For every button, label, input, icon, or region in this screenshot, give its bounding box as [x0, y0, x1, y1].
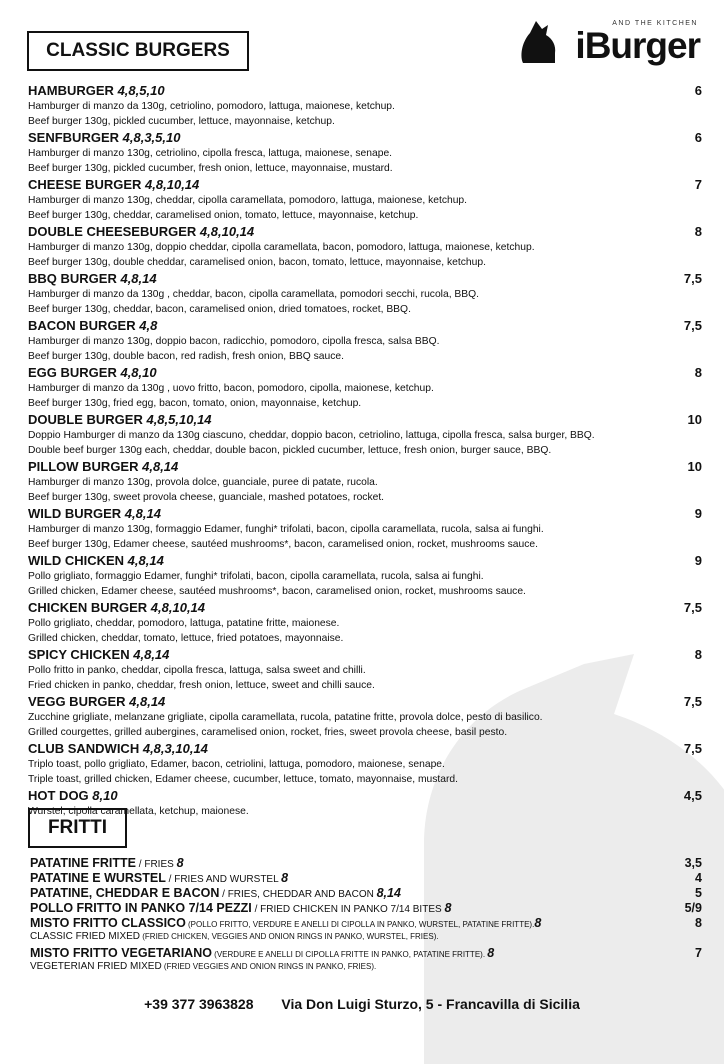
menu-item-allergens: 4,8,3,5,10: [122, 130, 181, 145]
menu-item-price: 10: [687, 459, 702, 474]
burger-logo-icon: [520, 19, 556, 65]
fritti-item-allergens: 8: [176, 856, 184, 870]
menu-item-header: [28, 600, 702, 616]
menu-item: [28, 506, 702, 552]
menu-item-name: SPICY CHICKEN 4,8,14: [28, 647, 170, 662]
menu-item-allergens: 4,8,14: [129, 694, 166, 709]
menu-item-name: PILLOW BURGER 4,8,14: [28, 459, 179, 474]
section-title-classic-burgers: [27, 31, 249, 71]
menu-item-price: 8: [694, 647, 702, 662]
menu-item-allergens: 4,8,10: [120, 365, 157, 380]
menu-item: [28, 83, 702, 129]
menu-item-price: 4,5: [683, 788, 702, 803]
menu-item: [28, 741, 702, 787]
menu-item-name: BBQ BURGER 4,8,14: [28, 271, 157, 286]
menu-item-allergens: 4,8: [139, 318, 158, 333]
menu-item: [28, 459, 702, 505]
menu-item-header: [28, 177, 702, 193]
menu-item-name: HOT DOG 8,10: [28, 788, 118, 803]
menu-item-desc-it: Hamburger di manzo da 130g, cetriolino, pomodoro, lattuga, maionese, ketchup.: [28, 101, 395, 112]
fritti-item-contents: (VERDURE E ANELLI DI CIPOLLA FRITTE IN PANKO, PATATINE FRITTE).: [211, 950, 488, 959]
menu-item-allergens: 4,8,10,14: [150, 600, 206, 615]
fritti-title-text: FRITTI: [47, 817, 108, 838]
menu-item-name: CHEESE BURGER 4,8,10,14: [28, 177, 200, 192]
menu-item: [28, 600, 702, 646]
menu-item-desc-en: Fried chicken in panko, cheddar, fresh onion, lettuce, sweet and chilli sauce.: [28, 680, 375, 691]
menu-item-desc-en: Beef burger 130g, fried egg, bacon, tomato, onion, mayonnaise, ketchup.: [28, 398, 362, 409]
menu-item-desc-it: Hamburger di manzo 130g, doppio bacon, radicchio, pomodoro, cipolla fresca, salsa BBQ.: [28, 336, 440, 347]
menu-item-desc-it: Zucchine grigliate, melanzane grigliate, cipolla caramellata, rucola, patatine fritte, provola dolce, pesto di basilico.: [28, 712, 543, 723]
menu-item-price: 10: [687, 412, 702, 427]
fritti-item-contents: (POLLO FRITTO, VERDURE E ANELLI DI CIPOLLA IN PANKO, WURSTEL, PATATINE FRITTE).: [185, 920, 535, 929]
fritti-item-price: 5/9: [684, 901, 702, 915]
menu-item: [28, 553, 702, 599]
menu-item-desc-en: Beef burger 130g, double bacon, red radish, fresh onion, BBQ sauce.: [28, 351, 344, 362]
burger-menu-list: [28, 83, 702, 820]
menu-item-price: 9: [694, 553, 702, 568]
menu-item-price: 7,5: [683, 741, 702, 756]
menu-item: [28, 694, 702, 740]
menu-item-header: [28, 647, 702, 663]
menu-item-name: CLUB SANDWICH 4,8,3,10,14: [28, 741, 208, 756]
menu-item-name: WILD BURGER 4,8,14: [28, 506, 161, 521]
footer-address: Via Don Luigi Sturzo, 5 - Francavilla di Sicilia: [281, 996, 580, 1012]
menu-item-allergens: 4,8,10,14: [145, 177, 200, 192]
menu-item-desc-it: Pollo grigliato, formaggio Edamer, funghi* trifolati, bacon, cipolla caramellata, rucola, salsa ai funghi.: [28, 571, 484, 582]
fritti-item-name: PATATINE, CHEDDAR E BACON / FRIES, CHEDDAR AND BACON 8,14: [30, 886, 401, 900]
menu-item-name: BACON BURGER 4,8: [28, 318, 158, 333]
menu-item: [28, 647, 702, 693]
menu-item-name: SENFBURGER 4,8,3,5,10: [28, 130, 181, 145]
fritti-item-english: / FRIED CHICKEN IN PANKO 7/14 BITES: [251, 904, 445, 915]
fritti-item: [30, 856, 702, 871]
menu-item: [28, 177, 702, 223]
menu-item-header: [28, 83, 702, 99]
fritti-item-price: 3,5: [684, 856, 702, 870]
menu-item-price: 7: [694, 177, 702, 192]
fritti-item-price: 7: [695, 946, 702, 960]
fritti-item-allergens: 8,14: [376, 886, 401, 900]
menu-item-desc-en: Grilled chicken, Edamer cheese, sautéed mushrooms*, bacon, caramelised onion, rocket, mushrooms sauce.: [28, 586, 526, 597]
menu-item-header: [28, 224, 702, 240]
fritti-item-name: POLLO FRITTO IN PANKO 7/14 PEZZI / FRIED CHICKEN IN PANKO 7/14 BITES 8: [30, 901, 452, 915]
fritti-item-name: MISTO FRITTO CLASSICO (POLLO FRITTO, VERDURE E ANELLI DI CIPOLLA IN PANKO, WURSTEL, PATATINE FRITTE).8: [30, 916, 542, 930]
menu-item: [28, 130, 702, 176]
menu-item-price: 7,5: [683, 318, 702, 333]
fritti-item-allergens: 8: [444, 901, 452, 915]
fritti-item-name: MISTO FRITTO VEGETARIANO (VERDURE E ANELLI DI CIPOLLA FRITTE IN PANKO, PATATINE FRITTE). 8: [30, 946, 495, 960]
menu-item: [28, 224, 702, 270]
menu-item-desc-it: Hamburger di manzo 130g, doppio cheddar, cipolla caramellata, bacon, pomodoro, lattuga, maionese, ketchup.: [28, 242, 535, 253]
menu-item-desc-en: Beef burger 130g, cheddar, caramelised onion, tomato, lettuce, mayonnaise, ketchup.: [28, 210, 419, 221]
menu-item-name: DOUBLE CHEESEBURGER 4,8,10,14: [28, 224, 255, 239]
menu-item-allergens: 4,8,3,10,14: [142, 741, 208, 756]
menu-item-desc-en: Double beef burger 130g each, cheddar, double bacon, pickled cucumber, lettuce, fresh onion, burger sauce, BBQ.: [28, 445, 552, 456]
menu-item-header: [28, 271, 702, 287]
menu-item-header: [28, 506, 702, 522]
fritti-item: [30, 871, 702, 886]
menu-item-allergens: 8,10: [92, 788, 118, 803]
logo: [510, 16, 700, 68]
menu-item-desc-it: Hamburger di manzo da 130g , cheddar, bacon, cipolla caramellata, pomodori secchi, rucola, BBQ.: [28, 289, 480, 300]
menu-item-price: 7,5: [683, 600, 702, 615]
fritti-item-english-line: VEGETERIAN FRIED MIXED (FRIED VEGGIES AND ONION RINGS IN PANKO, FRIES).: [30, 961, 377, 972]
menu-item-desc-it: Hamburger di manzo 130g, provola dolce, guanciale, puree di patate, rucola.: [28, 477, 378, 488]
menu-item-price: 7,5: [683, 694, 702, 709]
menu-item-desc-en: Beef burger 130g, pickled cucumber, fresh onion, lettuce, mayonnaise, mustard.: [28, 163, 393, 174]
menu-item-desc-en: Triple toast, grilled chicken, Edamer cheese, cucumber, lettuce, tomato, mayonnaise, mustard.: [28, 774, 459, 785]
menu-item-allergens: 4,8,14: [127, 553, 164, 568]
menu-item-price: 7,5: [683, 271, 702, 286]
menu-item-name: CHICKEN BURGER 4,8,10,14: [28, 600, 206, 615]
footer-phone: +39 377 3963828: [144, 996, 254, 1012]
section-title-fritti: [28, 808, 127, 848]
fritti-item-allergens: 8: [281, 871, 289, 885]
menu-item-header: [28, 365, 702, 381]
menu-item-header: [28, 318, 702, 334]
menu-item-allergens: 4,8,5,10: [117, 83, 165, 98]
menu-item-name: EGG BURGER 4,8,10: [28, 365, 157, 380]
fritti-item-price: 5: [695, 886, 702, 900]
menu-item-desc-it: Hamburger di manzo 130g, cetriolino, cipolla fresca, lattuga, maionese, senape.: [28, 148, 393, 159]
fritti-item-price: 8: [695, 916, 702, 930]
menu-item: [28, 318, 702, 364]
menu-item-desc-en: Grilled chicken, cheddar, tomato, lettuce, fried potatoes, mayonnaise.: [28, 633, 344, 644]
menu-item-price: 8: [694, 365, 702, 380]
menu-item-name: HAMBURGER 4,8,5,10: [28, 83, 165, 98]
menu-item-price: 8: [694, 224, 702, 239]
fritti-item-english-line: CLASSIC FRIED MIXED (FRIED CHICKEN, VEGGIES AND ONION RINGS IN PANKO, WURSTEL, FRIES).: [30, 931, 439, 942]
menu-item-allergens: 4,8,10,14: [199, 224, 255, 239]
menu-item-header: [28, 130, 702, 146]
fritti-item: [30, 946, 702, 961]
menu-item-desc-it: Triplo toast, pollo grigliato, Edamer, bacon, cetriolini, lattuga, pomodoro, maionese, senape.: [28, 759, 445, 770]
fritti-item-name: PATATINE E WURSTEL / FRIES AND WURSTEL 8: [30, 871, 289, 885]
fritti-item: [30, 886, 702, 901]
menu-item-desc-it: Hamburger di manzo da 130g , uovo fritto, bacon, pomodoro, cipolla, maionese, ketchup.: [28, 383, 434, 394]
menu-item-desc-en: Beef burger 130g, Edamer cheese, sautéed mushrooms*, bacon, caramelised onion, rocket, mushrooms sauce.: [28, 539, 538, 550]
menu-item-desc-it: Hamburger di manzo 130g, cheddar, cipolla caramellata, pomodoro, lattuga, maionese, ketchup.: [28, 195, 468, 206]
menu-item-header: [28, 694, 702, 710]
menu-item-desc-en: Beef burger 130g, cheddar, bacon, caramelised onion, dried tomatoes, rocket, BBQ.: [28, 304, 411, 315]
menu-item-header: [28, 788, 702, 804]
menu-item: [28, 788, 702, 819]
menu-item-price: 9: [694, 506, 702, 521]
logo-tagline: AND THE KITCHEN: [612, 20, 698, 27]
menu-item-allergens: 4,8,14: [120, 271, 157, 286]
classic-title-text: CLASSIC BURGERS: [46, 40, 230, 61]
fritti-item-english: / FRIES AND WURSTEL: [165, 874, 282, 885]
menu-item-desc-en: Grilled courgettes, grilled aubergines, caramelised onion, rocket, fries, sweet provola cheese, basil pesto.: [28, 727, 508, 738]
menu-item-desc-it: Pollo grigliato, cheddar, pomodoro, lattuga, patatine fritte, maionese.: [28, 618, 340, 629]
menu-item-allergens: 4,8,14: [133, 647, 170, 662]
footer: [0, 996, 724, 1012]
menu-item-header: [28, 741, 702, 757]
fritti-item-english: / FRIES: [136, 859, 177, 870]
menu-item-header: [28, 459, 702, 475]
menu-item-name: VEGG BURGER 4,8,14: [28, 694, 166, 709]
menu-item-allergens: 4,8,5,10,14: [146, 412, 212, 427]
menu-item-desc-en: Beef burger 130g, double cheddar, caramelised onion, bacon, tomato, lettuce, mayonnaise, ketchup.: [28, 257, 486, 268]
logo-wordmark: iBurger: [575, 25, 700, 66]
menu-item: [28, 412, 702, 458]
menu-item-name: DOUBLE BURGER 4,8,5,10,14: [28, 412, 212, 427]
menu-item-header: [28, 412, 702, 428]
fritti-menu-list: [30, 856, 702, 976]
menu-item-header: [28, 553, 702, 569]
fritti-item-allergens: 8: [534, 916, 542, 930]
menu-item-desc-it: Wurstel, cipolla caramellata, ketchup, maionese.: [28, 806, 249, 817]
menu-item: [28, 271, 702, 317]
menu-item-desc-it: Doppio Hamburger di manzo da 130g ciascuno, cheddar, doppio bacon, cetriolino, lattuga, cipolla fresca, salsa burger, BBQ.: [28, 430, 595, 441]
fritti-item-price: 4: [695, 871, 702, 885]
menu-item-allergens: 4,8,14: [142, 459, 179, 474]
menu-item-name: WILD CHICKEN 4,8,14: [28, 553, 164, 568]
menu-item-price: 6: [694, 83, 702, 98]
menu-item-allergens: 4,8,14: [124, 506, 161, 521]
menu-item-desc-en: Beef burger 130g, sweet provola cheese, guanciale, mashed potatoes, rocket.: [28, 492, 385, 503]
fritti-item-english: / FRIES, CHEDDAR AND BACON: [219, 889, 377, 900]
menu-item-desc-it: Hamburger di manzo 130g, formaggio Edamer, funghi* trifolati, bacon, cipolla caramellata, rucola, salsa ai funghi.: [28, 524, 544, 535]
fritti-item-allergens: 8: [487, 946, 495, 960]
menu-item-price: 6: [694, 130, 702, 145]
menu-item: [28, 365, 702, 411]
fritti-item: [30, 916, 702, 931]
fritti-item: [30, 901, 702, 916]
fritti-item-name: PATATINE FRITTE / FRIES 8: [30, 856, 184, 870]
menu-item-desc-it: Pollo fritto in panko, cheddar, cipolla fresca, lattuga, salsa sweet and chilli.: [28, 665, 366, 676]
menu-item-desc-en: Beef burger 130g, pickled cucumber, lettuce, mayonnaise, ketchup.: [28, 116, 335, 127]
